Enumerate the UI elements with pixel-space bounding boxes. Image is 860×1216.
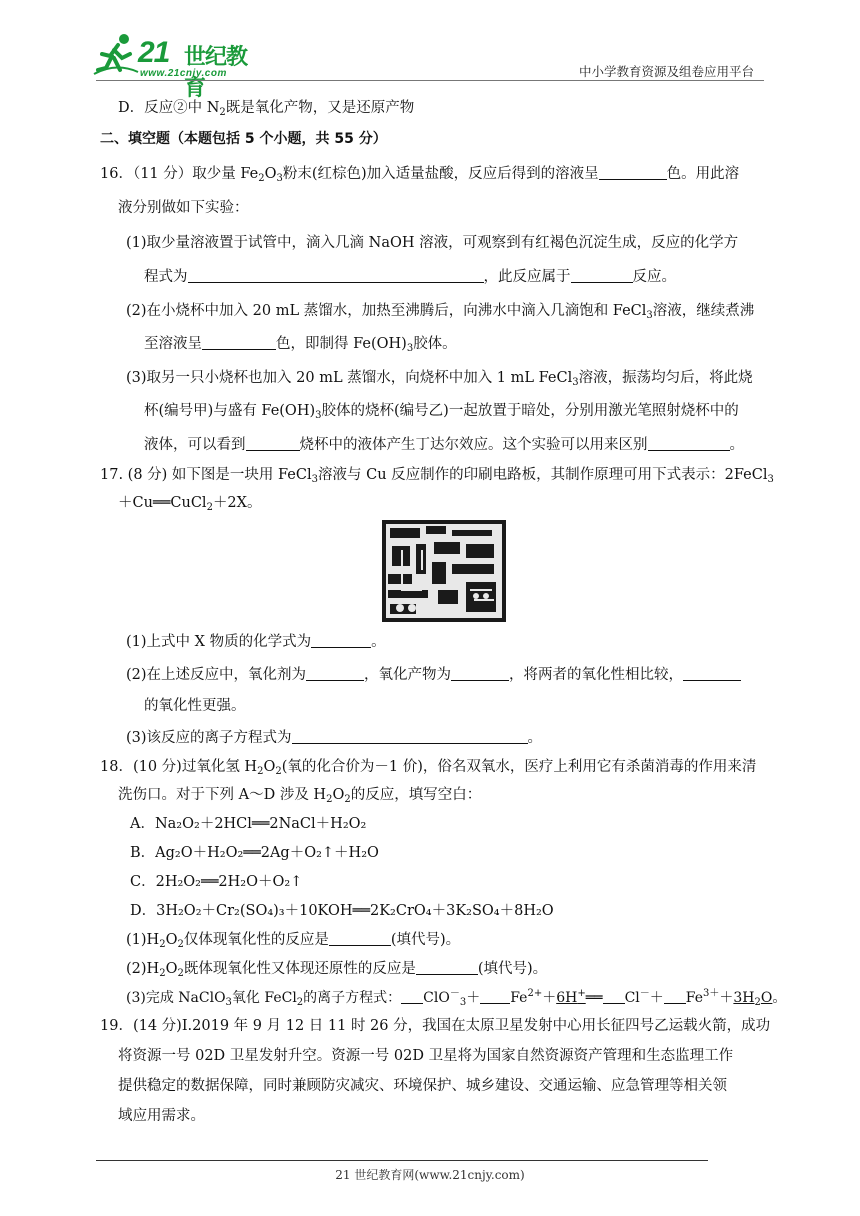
q18-line2: 洗伤口。对于下列 A～D 涉及 $H_2O_2$的反应，填写空白： bbox=[118, 787, 482, 805]
blank[interactable] bbox=[603, 989, 625, 1004]
q18-1-line: $(1)H_2O_2$仅体现氧化性的反应是 (填代号)。 bbox=[126, 932, 461, 950]
blank[interactable] bbox=[664, 989, 686, 1004]
blank[interactable] bbox=[416, 960, 478, 975]
q18-option-c: C．2H₂O₂══2H₂O＋O₂↑ bbox=[130, 874, 303, 890]
blank[interactable] bbox=[599, 165, 667, 180]
q16-3-line3: 液体，可以看到 烧杯中的液体产生丁达尔效应。这个实验可以用来区别 。 bbox=[144, 437, 744, 453]
q16-3-line1: (3)取另一只小烧杯也加入 20 mL 蒸馏水，向烧杯中加入 1 mL FeCl$_3$溶液，振荡均匀后，将此烧 bbox=[126, 370, 753, 388]
blank[interactable] bbox=[648, 436, 730, 451]
q19-line2: 将资源一号 02D 卫星发射升空。资源一号 02D 卫星将为国家自然资源资产管理和生态监理工作 bbox=[118, 1048, 734, 1064]
blank[interactable] bbox=[401, 989, 423, 1004]
q16-line2: 液分别做如下实验： bbox=[118, 200, 249, 216]
q17-2-line1: (2)在上述反应中，氧化剂为 ，氧化产物为 ，将两者的氧化性相比较， bbox=[126, 665, 741, 685]
q18-3-line: (3)完成 NaClO$_3$氧化 FeCl$_2$的离子方程式： $ClO^-_3+ Fe^{2+}+6H^+══$ $Cl^-+ Fe^{3+}+3H_2O$。 bbox=[126, 988, 787, 1008]
platform-name: 中小学教育资源及组卷应用平台 bbox=[578, 64, 754, 79]
option-d-line: D．反应②中 $N_2$既是氧化产物，又是还原产物 bbox=[118, 100, 415, 118]
q18-2-line: $(2)H_2O_2$既体现氧化性又体现还原性的反应是 (填代号)。 bbox=[126, 961, 548, 979]
q17-line2: ＋Cu══CuCl$_2$＋2X。 bbox=[118, 495, 262, 513]
blank[interactable] bbox=[188, 268, 484, 283]
logo-text-21: 21 bbox=[138, 36, 170, 69]
blank[interactable] bbox=[306, 666, 364, 681]
site-logo[interactable] bbox=[92, 32, 262, 101]
footer-text[interactable]: 21 世纪教育网(www.21cnjy.com) bbox=[335, 1168, 525, 1182]
q18-option-a: A．Na₂O₂＋2HCl══2NaCl＋H₂O₂ bbox=[130, 816, 367, 832]
blank[interactable] bbox=[480, 989, 510, 1004]
blank[interactable] bbox=[683, 666, 741, 681]
blank[interactable] bbox=[311, 633, 371, 648]
q19-line3: 提供稳定的数据保障，同时兼顾防灾减灾、环境保护、城乡建设、交通运输、应急管理等相关领 bbox=[118, 1078, 727, 1094]
blank[interactable] bbox=[246, 436, 300, 451]
footer-divider bbox=[96, 1160, 708, 1161]
q16-2-line1: (2)在小烧杯中加入 20 mL 蒸馏水，加热至沸腾后，向沸水中滴入几滴饱和 FeCl$_3$溶液，继续煮沸 bbox=[126, 303, 755, 321]
blank[interactable] bbox=[451, 666, 509, 681]
q17-line1: 17. (8 分) 如下图是一块用 FeCl$_3$溶液与 Cu 反应制作的印刷电路板，其制作原理可用下式表示：2FeCl$_3$ bbox=[100, 467, 774, 485]
blank[interactable] bbox=[571, 268, 633, 283]
section-title: 二、填空题（本题包括 5 个小题，共 55 分） bbox=[100, 131, 387, 147]
runner-icon bbox=[92, 32, 140, 80]
q16-line1: 16．（11 分）取少量 $Fe_2O_3$粉末(红棕色)加入适量盐酸，反应后得到的溶液呈 色。用此溶 bbox=[100, 166, 740, 184]
q18-option-d: D．3H₂O₂＋Cr₂(SO₄)₃＋10KOH══2K₂CrO₄＋3K₂SO₄＋8H₂O bbox=[130, 903, 554, 919]
q19-line1: 19．(14 分)Ⅰ.2019 年 9 月 12 日 11 时 26 分，我国在太原卫星发射中心用长征四号乙运载火箭，成功 bbox=[100, 1018, 771, 1034]
q17-1-line: (1)上式中 X 物质的化学式为 。 bbox=[126, 634, 386, 650]
q17-2-line2: 的氧化性更强。 bbox=[144, 698, 246, 714]
q16-1-line2: 程式为 ，此反应属于 反应。 bbox=[144, 269, 676, 285]
logo-text-cn: 世纪教育 bbox=[184, 45, 248, 101]
circuit-board-image bbox=[382, 520, 506, 622]
header-divider bbox=[96, 80, 764, 81]
q18-line1: 18．(10 分)过氧化氢 $H_2O_2$(氧的化合价为－1 价)，俗名双氧水，医疗上利用它有杀菌消毒的作用来清 bbox=[100, 759, 757, 777]
blank[interactable] bbox=[329, 931, 391, 946]
logo-url: www.21cnjy.com bbox=[140, 68, 227, 79]
q16-3-line2: 杯(编号甲)与盛有 $Fe(OH)_3$胶体的烧杯(编号乙)一起放置于暗处，分别用激光笔照射烧杯中的 bbox=[144, 403, 739, 421]
q17-3-line: (3)该反应的离子方程式为 。 bbox=[126, 730, 543, 746]
q16-2-line2: 至溶液呈 色，即制得 $Fe(OH)_3$胶体。 bbox=[144, 336, 457, 354]
q18-option-b: B．Ag₂O＋H₂O₂══2Ag＋O₂↑＋H₂O bbox=[130, 845, 379, 861]
page-header bbox=[0, 0, 860, 101]
blank[interactable] bbox=[292, 729, 528, 744]
q19-line4: 域应用需求。 bbox=[118, 1108, 205, 1124]
blank[interactable] bbox=[202, 335, 276, 350]
q16-1-line1: (1)取少量溶液置于试管中，滴入几滴 NaOH 溶液，可观察到有红褐色沉淀生成，反应的化学方 bbox=[126, 235, 739, 251]
